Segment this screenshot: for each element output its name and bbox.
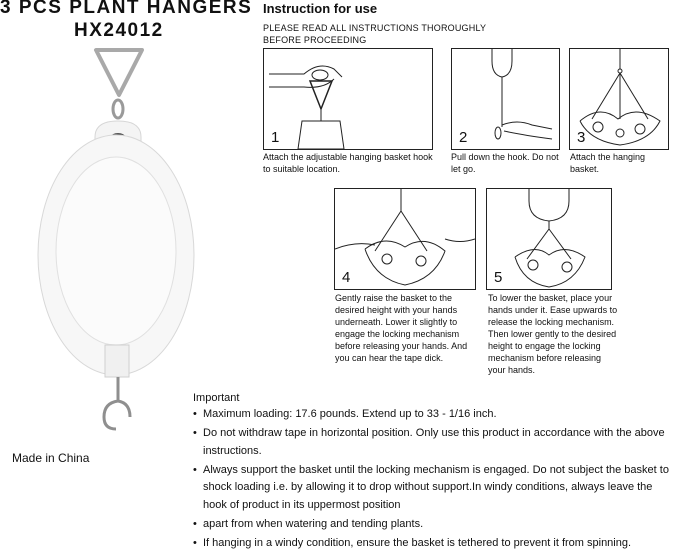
step-4-caption: Gently raise the basket to the desired height with your hands underneath. Lower it slightly to engage the locking mechanism before releasing your hands. And you can hear the tape dick. xyxy=(335,293,468,363)
important-item: • Always support the basket until the locking mechanism is engaged. Do not subject the basket to shock loading i.e. by allowing it to drop without support.In windy conditions, always leave the hook of product in its uppermost position xyxy=(193,462,673,515)
plant-hanger-image xyxy=(30,45,210,445)
important-list xyxy=(193,406,673,554)
raise-basket-illustration xyxy=(335,189,475,289)
step-2-number: 2 xyxy=(459,129,468,146)
step-4-number: 4 xyxy=(342,269,351,286)
step-3-panel xyxy=(569,48,669,150)
important-heading: Important xyxy=(193,392,240,404)
step-5-panel xyxy=(486,188,612,290)
important-item: • apart from when watering and tending plants. xyxy=(193,516,673,534)
instructions-heading: Instruction for use xyxy=(263,1,378,16)
step-3-caption: Attach the hanging basket. xyxy=(570,152,646,174)
product-model: HX24012 xyxy=(74,20,164,41)
step-4-panel xyxy=(334,188,476,290)
pull-hook-illustration xyxy=(452,49,559,149)
important-item: • If hanging in a windy condition, ensure the basket is tethered to prevent it from spinning. xyxy=(193,535,673,553)
step-5-number: 5 xyxy=(494,269,503,286)
step-3-number: 3 xyxy=(577,129,586,146)
important-item: • Do not withdraw tape in horizontal position. Only use this product in accordance with the above instructions. xyxy=(193,425,673,460)
important-item: • Maximum loading: 17.6 pounds. Extend up to 33 - 1/16 inch. xyxy=(193,406,673,424)
step-2-caption: Pull down the hook. Do not let go. xyxy=(451,152,559,174)
instructions-subheading: PLEASE READ ALL INSTRUCTIONS THOROUGHLY BEFORE PROCEEDING xyxy=(263,23,487,45)
step-5-caption: To lower the basket, place your hands under it. Ease upwards to release the locking mechanism. Then lower gently to the desired height to engage the locking mechanism before releasing your hands. xyxy=(488,293,618,375)
product-title: 3 PCS PLANT HANGERS xyxy=(0,0,253,18)
step-1-panel xyxy=(263,48,433,150)
origin-label: Made in China xyxy=(12,451,90,465)
lower-basket-illustration xyxy=(487,189,611,289)
step-1-number: 1 xyxy=(271,129,280,146)
attach-hook-illustration xyxy=(264,49,432,149)
step-2-panel xyxy=(451,48,560,150)
step-1-caption: Attach the adjustable hanging basket hook to suitable location. xyxy=(263,152,433,174)
